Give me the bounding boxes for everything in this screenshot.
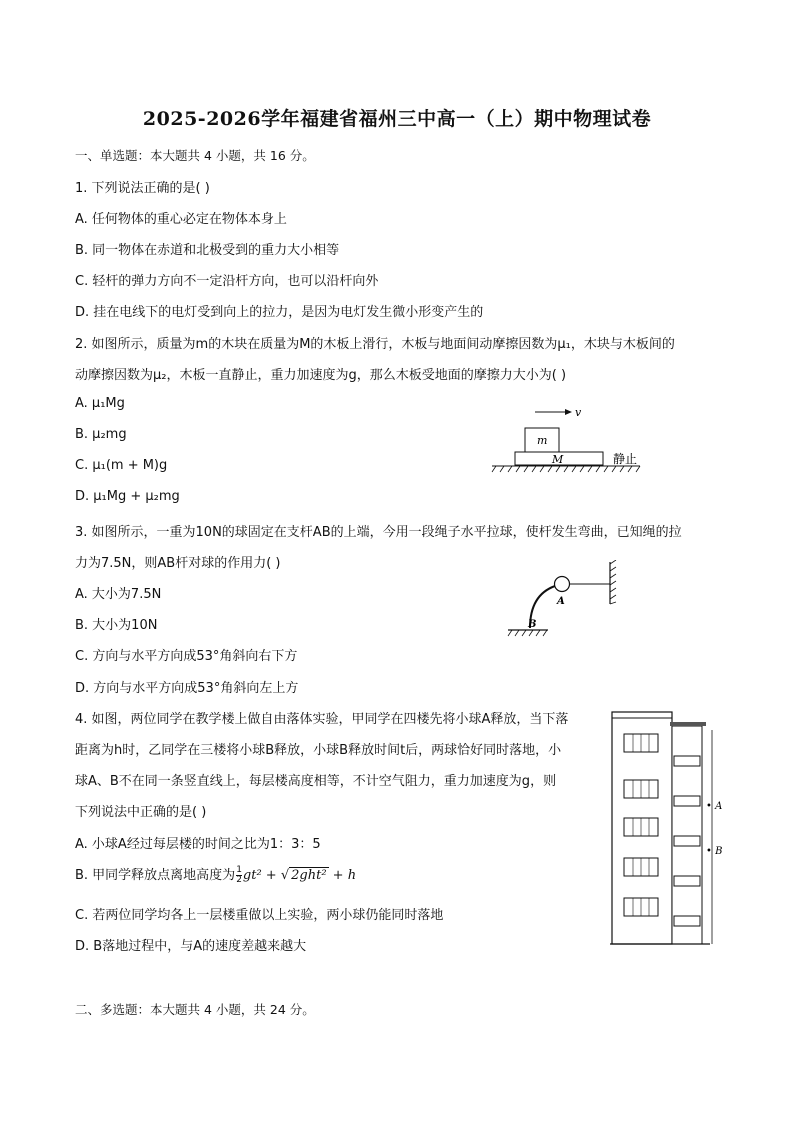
q4-stem-line3: 球A、B不在同一条竖直线上，每层楼高度相等，不计空气阻力，重力加速度为g，则 — [75, 774, 557, 789]
ball — [555, 577, 570, 592]
q1-stem: 1. 下列说法正确的是( ) — [75, 181, 210, 196]
q4-option-b-term: gt² + — [242, 868, 281, 883]
point-A-label: A — [557, 596, 565, 607]
q4-option-b-tail: + h — [328, 868, 357, 883]
q4-building-figure — [608, 708, 748, 948]
q3-option-a: A. 大小为7.5N — [75, 587, 162, 602]
q3-option-b: B. 大小为10N — [75, 618, 158, 633]
q2-option-b: B. μ₂mg — [75, 427, 127, 442]
wall-hatch — [610, 560, 616, 604]
q2-option-c: C. μ₁(m + M)g — [75, 458, 168, 473]
q2-stem-line1: 2. 如图所示，质量为m的木块在质量为M的木板上滑行，木板与地面间动摩擦因数为μ₁，木块与木板间的 — [75, 337, 675, 352]
section-heading-single-choice: 一、单选题：本大题共 4 小题，共 16 分。 — [75, 148, 315, 163]
q3-option-c: C. 方向与水平方向成53°角斜向右下方 — [75, 649, 298, 664]
q3-option-d: D. 方向与水平方向成53°角斜向左上方 — [75, 681, 299, 696]
ball-A-marker: • A — [706, 801, 723, 812]
board-M-label: M — [552, 453, 564, 466]
q4-option-a: A. 小球A经过每层楼的时间之比为1：3：5 — [75, 837, 321, 852]
q2-stem-line2: 动摩擦因数为μ₂，木板一直静止，重力加速度为g，那么木板受地面的摩擦力大小为( ) — [75, 368, 567, 383]
fraction-denominator: 2 — [236, 875, 242, 885]
q4-stem-line4: 下列说法中正确的是( ) — [75, 805, 207, 820]
q2-option-a: A. μ₁Mg — [75, 396, 125, 411]
point-B-label: B — [528, 619, 537, 630]
ground-hatch — [508, 630, 547, 636]
q1-option-c: C. 轻杆的弹力方向不一定沿杆方向，也可以沿杆向外 — [75, 274, 379, 289]
sqrt-sign: √ — [280, 868, 290, 883]
q3-ball-rod-figure — [500, 560, 630, 645]
arrow-head-icon — [565, 409, 572, 415]
q1-option-a: A. 任何物体的重心必定在物体本身上 — [75, 212, 287, 227]
q1-option-d: D. 挂在电线下的电灯受到向上的拉力，是因为电灯发生微小形变产生的 — [75, 305, 484, 320]
section-heading-multiple-choice: 二、多选题：本大题共 4 小题，共 24 分。 — [75, 1002, 315, 1017]
static-label: 静止 — [613, 452, 638, 466]
q4-option-b — [75, 864, 356, 885]
q4-option-b-sqrt: 2ght² — [291, 868, 327, 883]
q4-option-d: D. B落地过程中，与A的速度差越来越大 — [75, 939, 307, 954]
ground-hatch — [492, 466, 640, 472]
ball-B-marker: • B — [706, 846, 723, 857]
q3-stem-line1: 3. 如图所示，一重为10N的球固定在支杆AB的上端，今用一段绳子水平拉球，使杆发生弯曲，已知绳的拉 — [75, 525, 682, 540]
q4-option-b-prefix: B. 甲同学释放点离地高度为 — [75, 868, 236, 883]
page-title: 2025-2026学年福建省福州三中高一（上）期中物理试卷 — [142, 108, 652, 130]
velocity-label: v — [575, 406, 582, 419]
q4-stem-line1: 4. 如图，两位同学在教学楼上做自由落体实验，甲同学在四楼先将小球A释放，当下落 — [75, 712, 569, 727]
q4-stem-line2: 距离为h时，乙同学在三楼将小球B释放，小球B释放时间t后，两球恰好同时落地，小 — [75, 743, 562, 758]
q1-option-b: B. 同一物体在赤道和北极受到的重力大小相等 — [75, 243, 340, 258]
q2-option-d: D. μ₁Mg + μ₂mg — [75, 489, 180, 504]
q4-option-c: C. 若两位同学均各上一层楼重做以上实验，两小球仍能同时落地 — [75, 908, 444, 923]
tower-roof — [670, 722, 706, 726]
fraction — [236, 866, 242, 885]
q2-block-board-figure — [490, 402, 670, 477]
fraction-numerator: 1 — [236, 865, 242, 875]
block-m-label: m — [537, 434, 548, 447]
q3-stem-line2: 力为7.5N，则AB杆对球的作用力( ) — [75, 556, 281, 571]
